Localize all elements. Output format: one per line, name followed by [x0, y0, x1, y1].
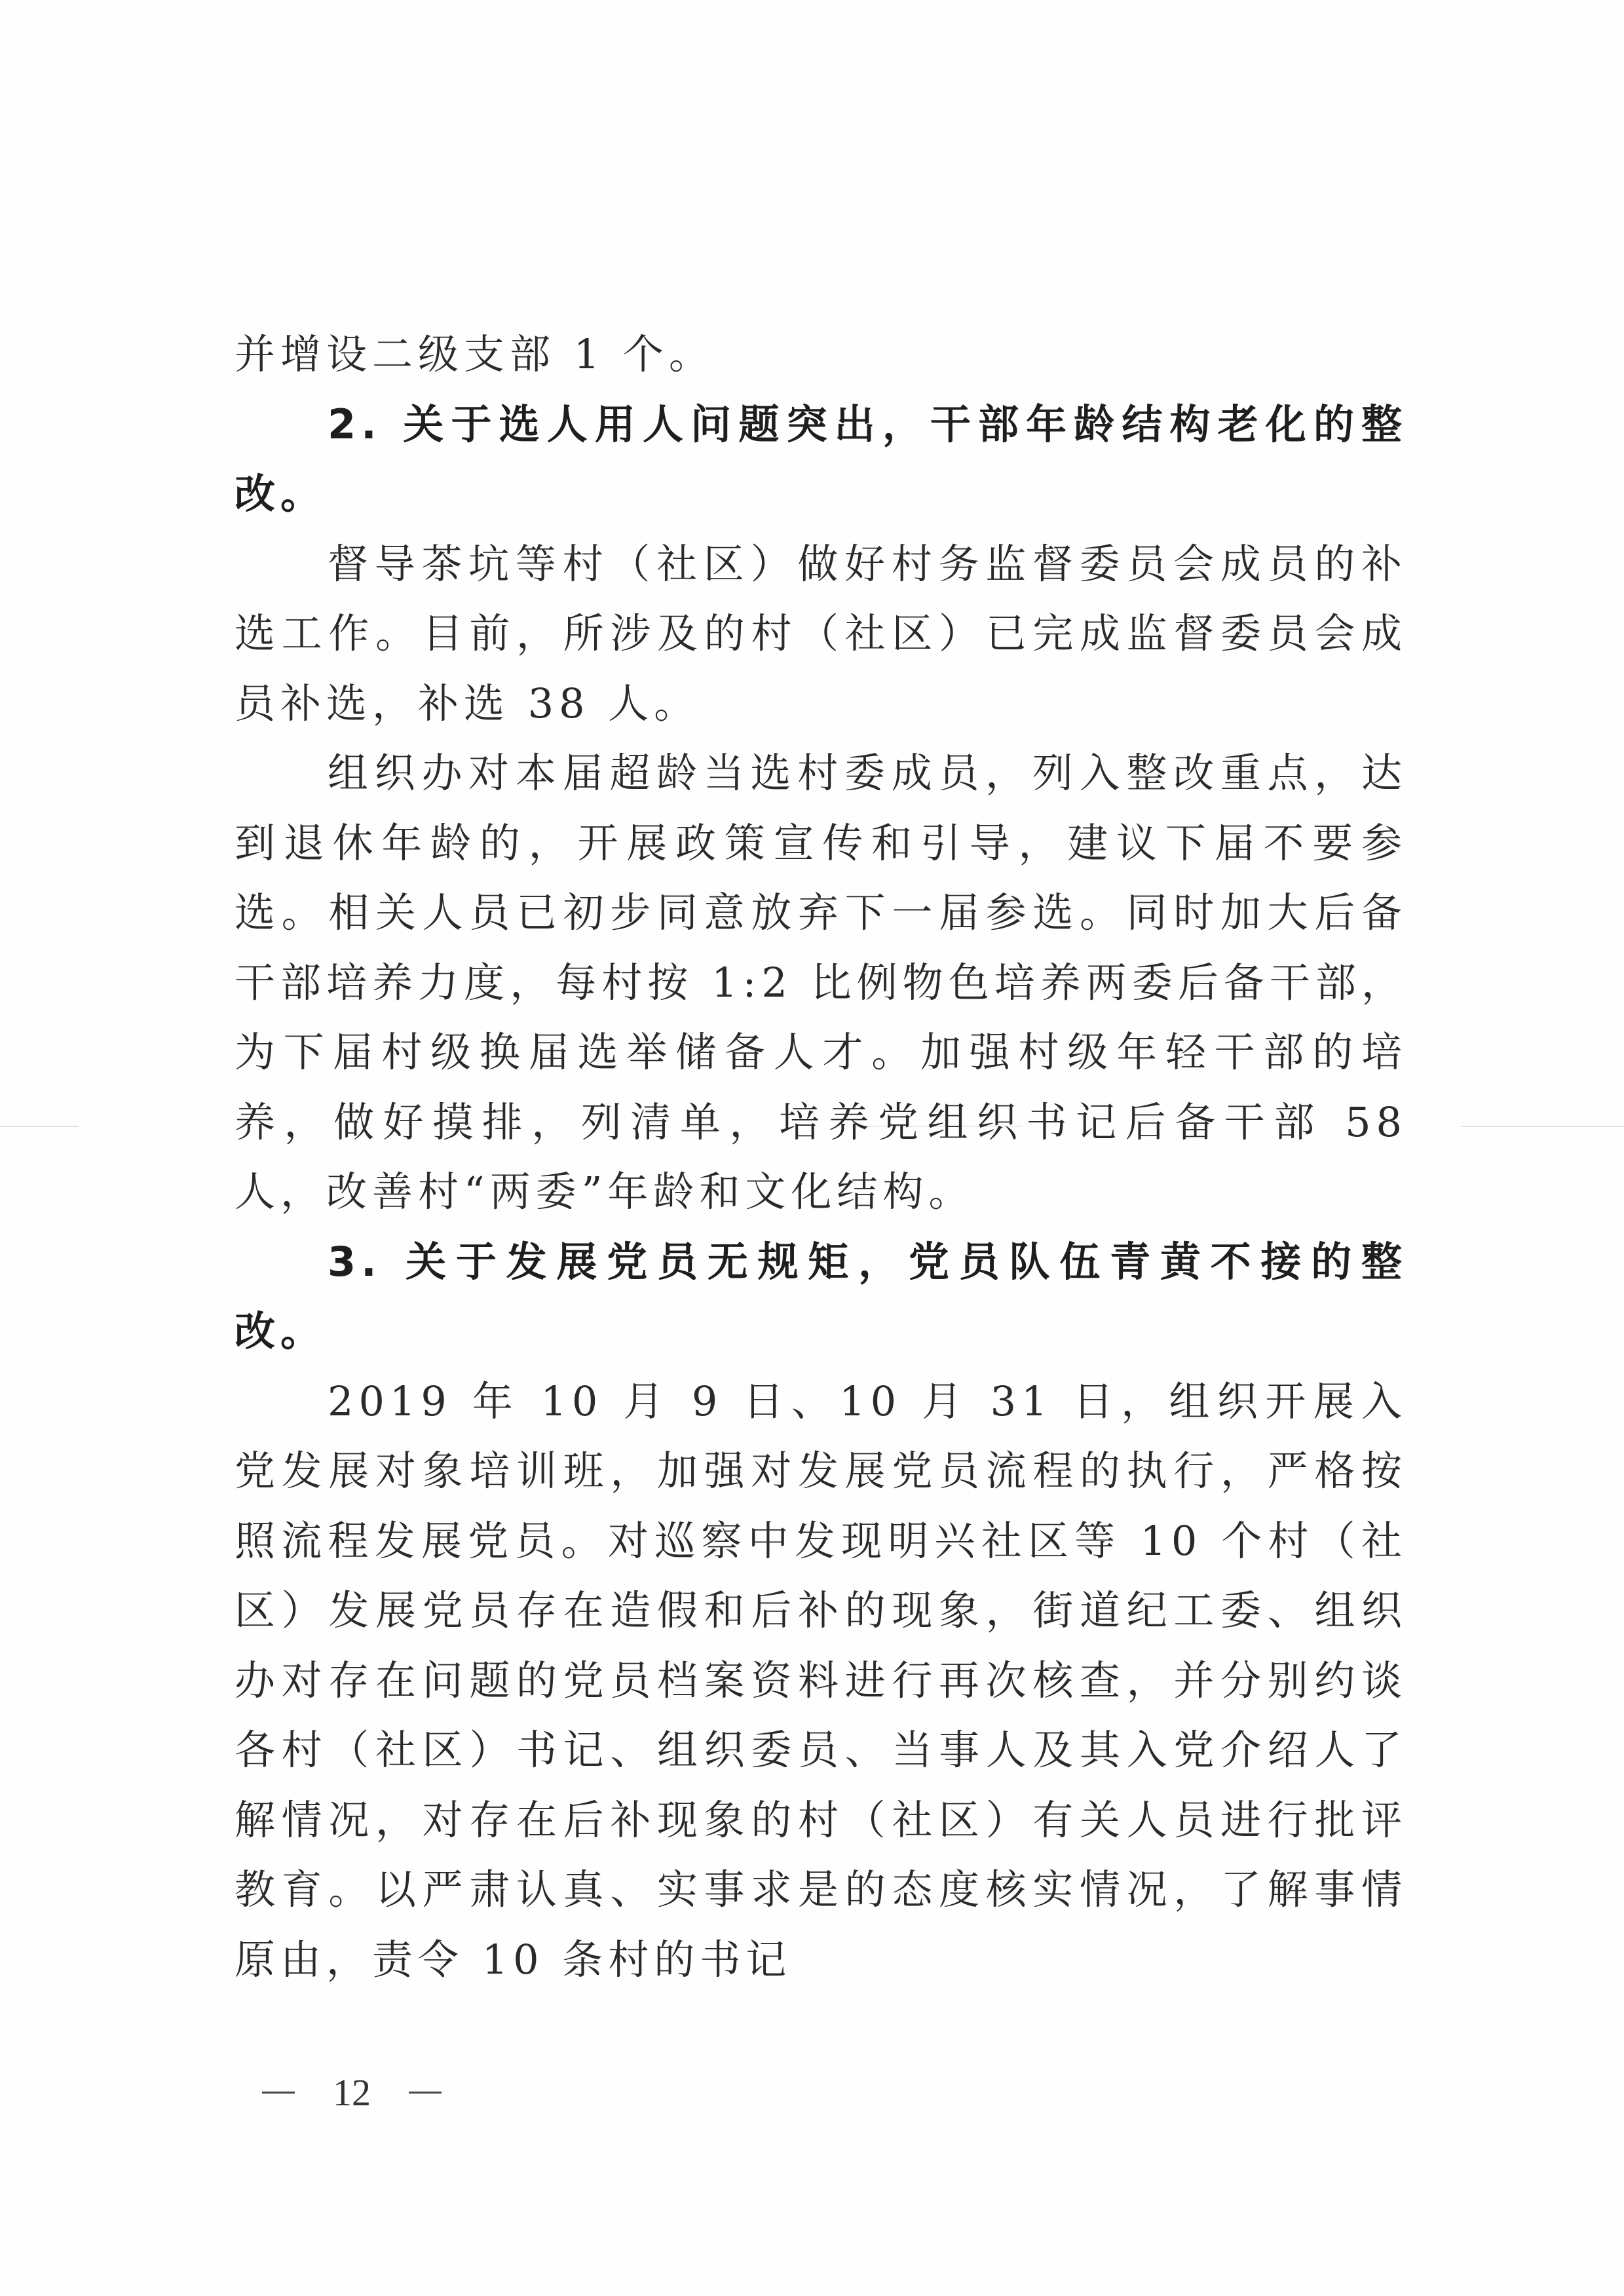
dash-right [409, 2092, 442, 2094]
document-body [235, 320, 1407, 1995]
page-number-footer [262, 2071, 442, 2114]
paragraph-party-member-development: 2019 年 10 月 9 日、10 月 31 日，组织开展入党发展对象培训班，加强对发展党员流程的执行，严格按照流程发展党员。对巡察中发现明兴社区等 10 个村（社区）发展党员存在造假和后补的现象，街道纪工委、组织办对存在问题的党员档案资料进行再次核查，并分别约谈各村（社区）书记、组织委员、当事人及其入党介绍人了解情况，对存在后补现象的村（社区）有关人员进行批评教育。以严肃认真、实事求是的态度核实情况，了解事情原由，责令 10 条村的书记 [235, 1377, 1407, 1983]
section-heading-3: 3. 关于发展党员无规矩，党员队伍青黄不接的整改。 [235, 1237, 1407, 1355]
dash-left [262, 2092, 295, 2094]
section-heading-2: 2. 关于选人用人问题突出，干部年龄结构老化的整改。 [235, 400, 1407, 518]
scan-artifact-line [1461, 1126, 1624, 1127]
page-number: 12 [333, 2071, 371, 2114]
paragraph-continuation: 并增设二级支部 1 个。 [235, 330, 715, 378]
scan-artifact-line [0, 1126, 79, 1127]
paragraph-supervision-election: 督导茶坑等村（社区）做好村务监督委员会成员的补选工作。目前，所涉及的村（社区）已完成监督委员会成员补选，补选 38 人。 [235, 539, 1407, 727]
paragraph-age-structure: 组织办对本届超龄当选村委成员，列入整改重点，达到退休年龄的，开展政策宣传和引导，建议下届不要参选。相关人员已初步同意放弃下一届参选。同时加大后备干部培养力度，每村按 1:2 比例物色培养两委后备干部，为下届村级换届选举储备人才。加强村级年轻干部的培养，做好摸排，列清单，培养党组织书记后备干部 58 人，改善村“两委”年龄和文化结构。 [235, 749, 1407, 1215]
